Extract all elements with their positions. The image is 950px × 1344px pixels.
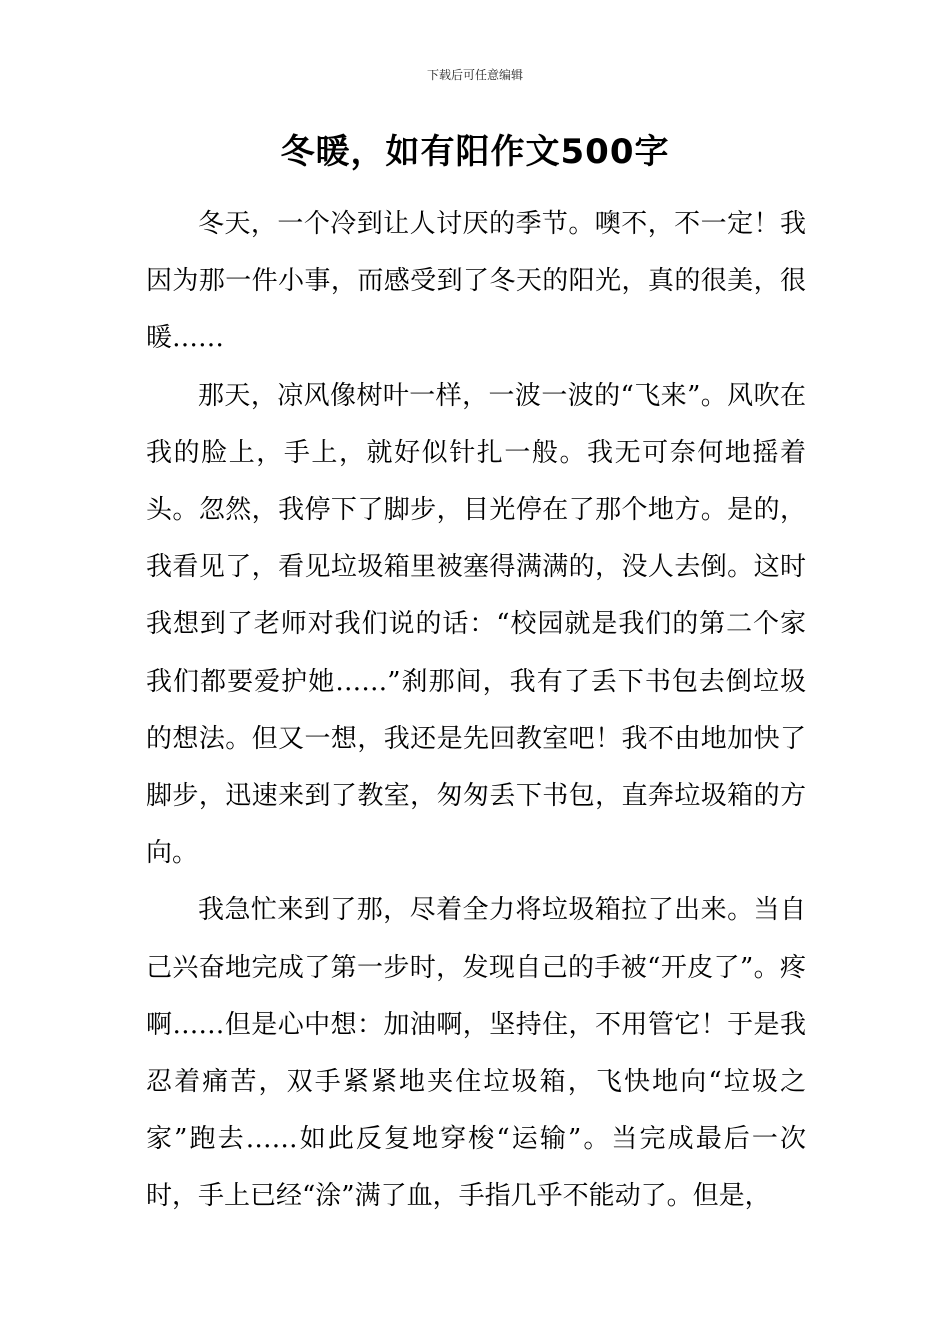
document-body bbox=[146, 196, 806, 1226]
header-note: 下载后可任意编辑 bbox=[426, 68, 523, 82]
document-title: 冬暖，如有阳作文500字 bbox=[280, 132, 670, 172]
paragraph-3: 我急忙来到了那，尽着全力将垃圾箱拉了出来。当自己兴奋地完成了第一步时，发现自己的手被“开皮了”。疼啊……但是心中想：加油啊，坚持住，不用管它！于是我忍着痛苦，双手紧紧地夹住垃圾箱，飞快地向“垃圾之家”跑去……如此反复地穿梭“运输”。当完成最后一次时，手上已经“涂”满了血，手指几乎不能动了。但是， bbox=[146, 895, 806, 1212]
paragraph-1: 冬天，一个冷到让人讨厌的季节。噢不，不一定！我因为那一件小事，而感受到了冬天的阳光，真的很美，很暖…… bbox=[146, 209, 806, 354]
paragraph-2: 那天，凉风像树叶一样，一波一波的“飞来”。风吹在我的脸上，手上，就好似针扎一般。我无可奈何地摇着头。忽然，我停下了脚步，目光停在了那个地方。是的，我看见了，看见垃圾箱里被塞得满满的，没人去倒。这时我想到了老师对我们说的话：“校园就是我们的第二个家我们都要爱护她……”刹那间，我有了丢下书包去倒垃圾的想法。但又一想，我还是先回教室吧！我不由地加快了脚步，迅速来到了教室，匆匆丢下书包，直奔垃圾箱的方向。 bbox=[146, 380, 806, 869]
